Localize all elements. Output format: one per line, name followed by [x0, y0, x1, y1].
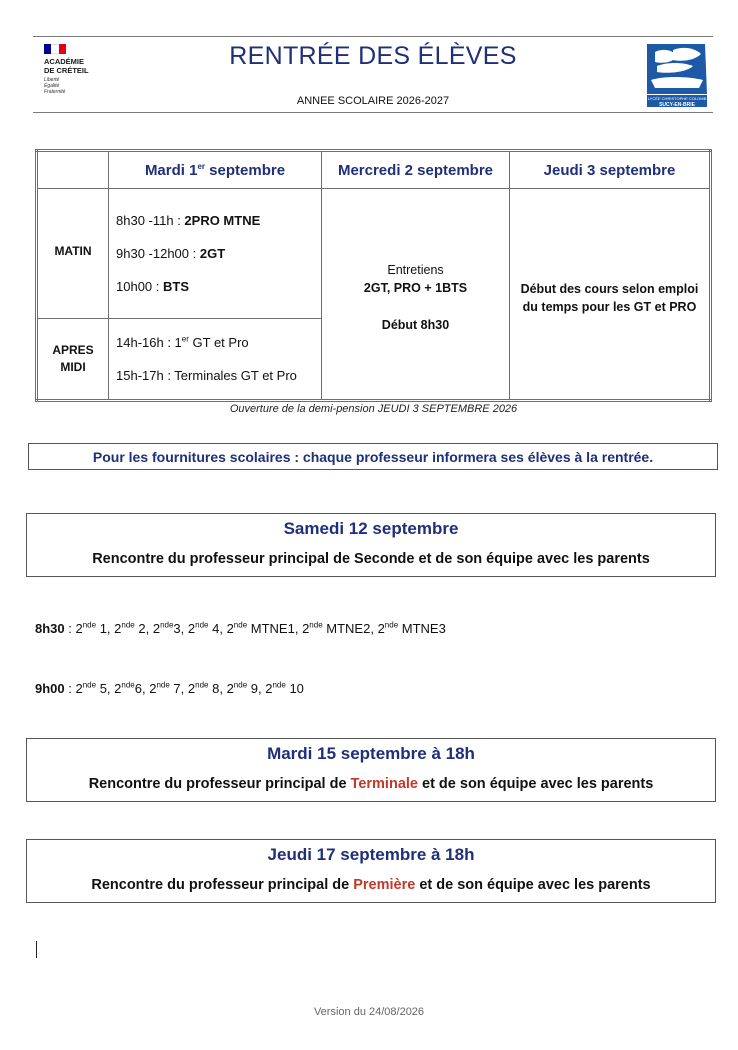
matin-item-3-group: BTS: [163, 279, 189, 294]
lycee-logo-line2: SUCY-EN-BRIE: [659, 102, 695, 108]
class-slot2-3-suffix: 8,: [208, 681, 227, 696]
row-label-matin-text: MATIN: [54, 243, 92, 258]
mercredi-line1: Entretiens: [387, 262, 444, 277]
class-slot2-4-num: 2: [226, 681, 234, 696]
text-cursor: [36, 941, 37, 958]
corner-cell: [37, 151, 109, 189]
slot-900-classes: [75, 681, 303, 696]
class-slot1-4-sup: nde: [233, 620, 248, 630]
class-slot2-1-sup: nde: [121, 680, 135, 690]
apres-item-2: 15h-17h : Terminales GT et Pro: [116, 368, 297, 383]
matin-item-2: [116, 246, 321, 261]
matin-item-3: [116, 279, 321, 294]
row-label-apres-midi: [37, 319, 109, 401]
slot-830-sep: :: [64, 621, 76, 636]
mardi-apres-cell: [109, 319, 322, 401]
class-slot2-4-suffix: 9,: [247, 681, 266, 696]
class-slot1-2-sup: nde: [160, 620, 174, 630]
class-slot1-1-num: 2: [114, 621, 122, 636]
row-label-apres: APRES: [52, 343, 94, 357]
apres-item-1: [116, 335, 321, 350]
class-slot1-6-num: 2: [377, 621, 385, 636]
jeudi17-text: [27, 877, 715, 893]
demi-pension-note: Ouverture de la demi-pension JEUDI 3 SEPTEMBRE 2026: [229, 403, 518, 415]
academie-logo: [44, 44, 114, 95]
class-slot2-0-sup: nde: [82, 680, 97, 690]
row-matin: [37, 189, 711, 319]
class-slot1-1-suffix: 2,: [134, 621, 153, 636]
class-slot1-6-suffix: MTNE3: [398, 621, 446, 636]
class-slot2-0-num: 2: [75, 681, 83, 696]
class-slot1-2-num: 2: [152, 621, 161, 636]
slot-830-time: 8h30: [35, 621, 65, 636]
class-slot1-5-sup: nde: [309, 620, 323, 630]
class-slot1-5-num: 2: [302, 621, 310, 636]
col-mardi-text: Mardi 1: [144, 161, 198, 179]
jeudi17-box: [26, 839, 716, 903]
mardi15-box: [26, 738, 716, 802]
class-slot2-3-sup: nde: [195, 680, 209, 690]
class-slot2-3-num: 2: [187, 681, 196, 696]
academie-name-2: DE CRÉTEIL: [44, 66, 89, 75]
motto-liberte: Liberté: [44, 77, 60, 83]
samedi-title: Samedi 12 septembre: [283, 519, 459, 538]
mercredi-cell: [322, 189, 510, 401]
fournitures-box: Pour les fournitures scolaires : chaque professeur informera ses élèves à la rentrée.: [28, 443, 718, 470]
class-slot1-3-suffix: 4,: [208, 621, 227, 636]
matin-item-2-time: 9h30 -12h00 :: [116, 246, 200, 261]
class-slot1-4-suffix: MTNE1,: [247, 621, 303, 636]
matin-item-1: [116, 213, 321, 228]
jeudi-line2: du temps pour les GT et PRO: [522, 300, 697, 314]
jeudi17-highlight: Première: [353, 877, 416, 893]
ship-logo-icon: [643, 40, 711, 108]
class-slot1-0-num: 2: [75, 621, 83, 636]
apres-item-1-sup: er: [181, 334, 189, 344]
class-slot2-0-suffix: 5,: [96, 681, 115, 696]
class-slot1-3-num: 2: [187, 621, 196, 636]
schedule-header-row: [37, 151, 711, 189]
school-year: ANNEE SCOLAIRE 2026-2027: [296, 95, 450, 107]
col-mardi: [109, 151, 322, 189]
page-title: RENTRÉE DES ÉLÈVES: [229, 42, 517, 70]
class-slot2-2-num: 2: [149, 681, 157, 696]
class-slot1-4-num: 2: [226, 621, 234, 636]
col-mercredi: Mercredi 2 septembre: [322, 151, 510, 189]
row-label-midi: MIDI: [60, 360, 86, 374]
class-slot1-0-suffix: 1,: [96, 621, 115, 636]
mardi15-highlight: Terminale: [350, 776, 418, 792]
samedi-text: Rencontre du professeur principal de Seconde et de son équipe avec les parents: [92, 551, 650, 567]
mardi15-text: [27, 776, 715, 792]
slot-900-line: [35, 681, 304, 696]
class-slot2-1-num: 2: [114, 681, 122, 696]
matin-item-1-group: 2PRO MTNE: [184, 213, 261, 228]
class-slot2-2-suffix: 7,: [169, 681, 188, 696]
class-slot2-5-sup: nde: [272, 680, 286, 690]
jeudi-cell: [510, 189, 711, 401]
class-slot1-6-sup: nde: [384, 620, 399, 630]
mardi15-text-after: et de son équipe avec les parents: [417, 776, 654, 792]
lycee-logo-line1: LYCÉE CHRISTOPHE COLOMB: [647, 96, 707, 101]
mercredi-line2: 2GT, PRO + 1BTS: [363, 280, 468, 295]
academie-name-1: ACADÉMIE: [44, 57, 85, 66]
version-footer: Version du 24/08/2026: [313, 1006, 425, 1018]
schedule-table: [35, 149, 712, 402]
slot-830-line: [35, 621, 446, 636]
class-slot2-1-suffix: 6,: [134, 681, 150, 696]
jeudi-line1: Début des cours selon emploi: [520, 282, 699, 296]
motto-egalite: Égalité: [44, 83, 60, 89]
col-mardi-suffix: septembre: [205, 161, 286, 179]
matin-item-3-time: 10h00 :: [116, 279, 163, 294]
header-bottom-rule: [33, 112, 713, 113]
motto-fraternite: Fraternité: [44, 89, 66, 95]
class-slot1-3-sup: nde: [195, 620, 209, 630]
mercredi-line3: Début 8h30: [381, 317, 450, 332]
mardi15-text-before: Rencontre du professeur principal de: [88, 776, 351, 792]
row-label-matin: [37, 189, 109, 319]
header-top-rule: [33, 36, 713, 37]
class-slot2-2-sup: nde: [156, 680, 170, 690]
marianne-flag-icon: [44, 44, 66, 54]
col-jeudi: Jeudi 3 septembre: [510, 151, 711, 189]
class-slot1-0-sup: nde: [82, 620, 97, 630]
class-slot1-5-suffix: MTNE2,: [322, 621, 378, 636]
matin-item-1-time: 8h30 -11h :: [116, 213, 185, 228]
matin-item-2-group: 2GT: [199, 246, 226, 261]
jeudi17-title: Jeudi 17 septembre à 18h: [267, 845, 475, 864]
class-slot1-1-sup: nde: [121, 620, 135, 630]
slot-830-classes: [75, 621, 445, 636]
jeudi17-text-after: et de son équipe avec les parents: [415, 877, 651, 893]
class-slot2-5-suffix: 10: [285, 681, 304, 696]
class-slot2-5-num: 2: [265, 681, 273, 696]
lycee-logo: [643, 40, 711, 108]
jeudi17-text-before: Rencontre du professeur principal de: [91, 877, 354, 893]
apres-item-1-suffix: GT et Pro: [188, 335, 249, 350]
apres-item-1-prefix: 14h-16h : 1: [116, 335, 182, 350]
slot-900-sep: :: [64, 681, 76, 696]
class-slot2-4-sup: nde: [233, 680, 248, 690]
col-mardi-sup: er: [197, 161, 206, 171]
class-slot1-2-suffix: 3,: [173, 621, 188, 636]
mardi15-title: Mardi 15 septembre à 18h: [267, 744, 475, 763]
slot-900-time: 9h00: [35, 681, 65, 696]
mardi-matin-cell: [109, 189, 322, 319]
samedi-box: [26, 513, 716, 577]
